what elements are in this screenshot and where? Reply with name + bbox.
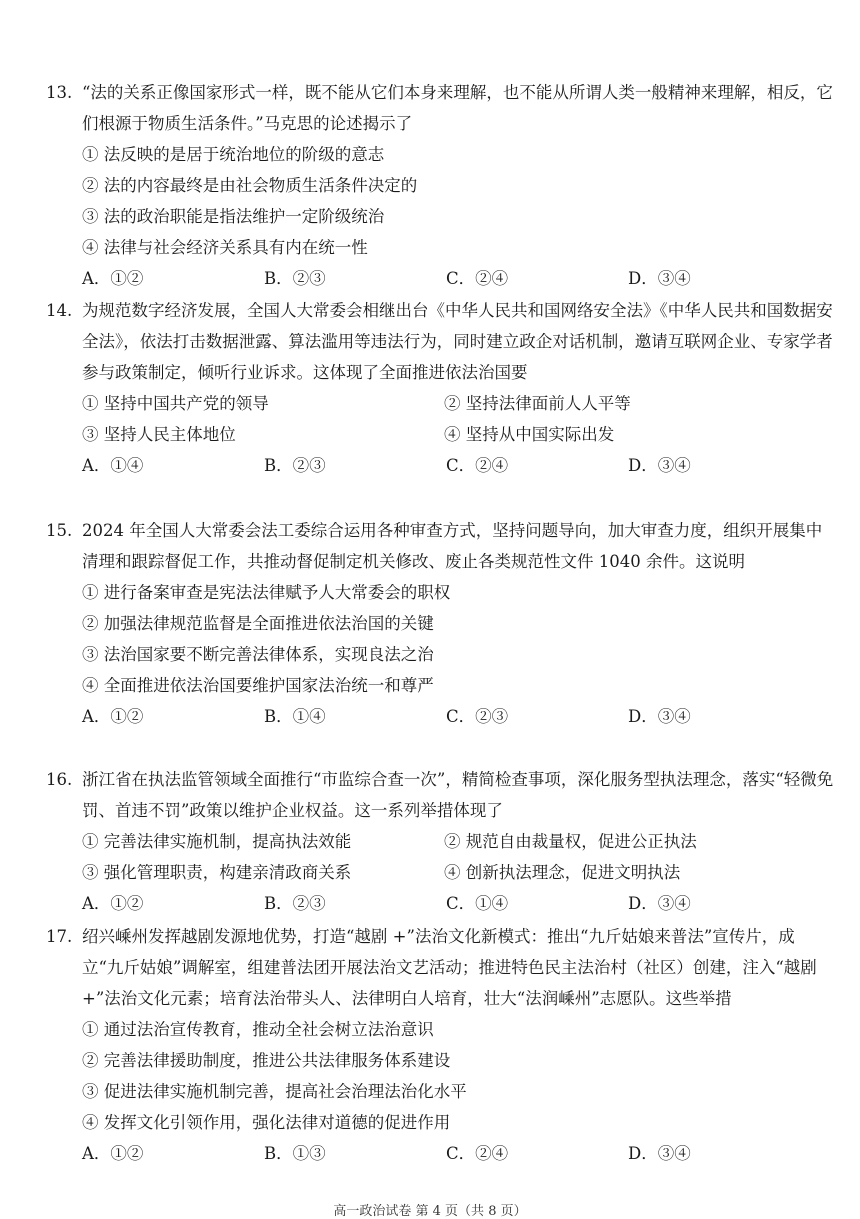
question-text: 绍兴嵊州发挥越剧发源地优势，打造“越剧 +”法治文化新模式：推出“九斤姑娘来普法”宣传片，成立“九斤姑娘”调解室，组建普法团开展法治文艺活动；推进特色民主法治村（社区）创建，注入“越剧 +”法治文化元素；培育法治带头人、法律明白人培育，壮大“法润嵊州”志愿队。这些举措	[82, 927, 817, 1008]
answer-b: B．①③	[264, 1144, 326, 1163]
answer-choices	[46, 450, 836, 481]
option-3: ③ 法的政治职能是指法维护一定阶级统治	[82, 207, 385, 226]
answer-b: B．②③	[264, 456, 326, 475]
answer-a: A．①②	[82, 894, 144, 913]
answer-a: A．①②	[82, 1144, 144, 1163]
answer-d: D．③④	[628, 894, 691, 913]
question-stem	[46, 77, 836, 139]
answer-b: B．②③	[264, 269, 326, 288]
option-1: ① 法反映的是居于统治地位的阶级的意志	[82, 145, 385, 164]
question-stem	[46, 764, 836, 826]
answer-choices	[46, 888, 836, 919]
option-3: ③ 坚持人民主体地位	[82, 425, 236, 444]
question-17	[46, 921, 836, 1169]
question-text: “法的关系正像国家形式一样，既不能从它们本身来理解，也不能从所谓人类一般精神来理解，相反，它们根源于物质生活条件。”马克思的论述揭示了	[82, 83, 833, 133]
page-footer: 高一政治试卷 第 4 页（共 8 页）	[333, 1204, 527, 1219]
option-1: ① 进行备案审查是宪法法律赋予人大常委会的职权	[82, 583, 451, 602]
answer-c: C．②④	[446, 269, 509, 288]
answer-d: D．③④	[628, 269, 691, 288]
question-16	[46, 764, 836, 919]
answer-choices	[46, 263, 836, 294]
answer-d: D．③④	[628, 1144, 691, 1163]
answer-b: B．②③	[264, 894, 326, 913]
option-2: ② 法的内容最终是由社会物质生活条件决定的	[82, 176, 418, 195]
option-4: ④ 全面推进依法治国要维护国家法治统一和尊严	[82, 676, 434, 695]
question-text: 2024 年全国人大常委会法工委综合运用各种审查方式，坚持问题导向，加大审查力度，组织开展集中清理和跟踪督促工作，共推动督促制定机关修改、废止各类规范性文件 1040 余件。这说明	[82, 521, 823, 571]
option-2: ② 加强法律规范监督是全面推进依法治国的关键	[82, 614, 434, 633]
question-number: 17.	[46, 927, 73, 946]
question-number: 15.	[46, 521, 73, 540]
answer-d: D．③④	[628, 707, 691, 726]
option-2: ② 完善法律援助制度，推进公共法律服务体系建设	[82, 1051, 451, 1070]
option-row	[46, 857, 836, 888]
option-4: ④ 法律与社会经济关系具有内在统一性	[82, 238, 368, 257]
answer-choices	[46, 1138, 836, 1169]
question-number: 13.	[46, 83, 73, 102]
option-row	[46, 388, 836, 419]
option-3: ③ 法治国家要不断完善法律体系，实现良法之治	[82, 645, 434, 664]
question-text: 浙江省在执法监管领域全面推行“市监综合查一次”，精简检查事项，深化服务型执法理念，落实“轻微免罚、首违不罚”政策以维护企业权益。这一系列举措体现了	[82, 770, 834, 820]
option-4: ④ 坚持从中国实际出发	[444, 425, 615, 444]
answer-c: C．②④	[446, 1144, 509, 1163]
option-2: ② 坚持法律面前人人平等	[444, 394, 631, 413]
option-row	[46, 826, 836, 857]
answer-c: C．②③	[446, 707, 509, 726]
question-stem	[46, 921, 836, 1014]
option-3: ③ 促进法律实施机制完善，提高社会治理法治化水平	[82, 1082, 467, 1101]
question-number: 16.	[46, 770, 73, 789]
option-4: ④ 创新执法理念，促进文明执法	[444, 863, 681, 882]
answer-choices	[46, 701, 836, 732]
answer-a: A．①④	[82, 456, 144, 475]
question-15	[46, 515, 836, 732]
question-text: 为规范数字经济发展，全国人大常委会相继出台《中华人民共和国网络安全法》《中华人民共和国数据安全法》，依法打击数据泄露、算法滥用等违法行为，同时建立政企对话机制，邀请互联网企业、专家学者参与政策制定，倾听行业诉求。这体现了全面推进依法治国要	[82, 301, 833, 382]
answer-d: D．③④	[628, 456, 691, 475]
option-2: ② 规范自由裁量权，促进公正执法	[444, 832, 697, 851]
answer-a: A．①②	[82, 269, 144, 288]
question-13	[46, 77, 836, 294]
question-number: 14.	[46, 301, 73, 320]
option-1: ① 完善法律实施机制，提高执法效能	[82, 832, 352, 851]
option-1: ① 坚持中国共产党的领导	[82, 394, 269, 413]
option-1: ① 通过法治宣传教育，推动全社会树立法治意识	[82, 1020, 434, 1039]
question-stem	[46, 295, 836, 388]
option-3: ③ 强化管理职责，构建亲清政商关系	[82, 863, 352, 882]
question-14	[46, 295, 836, 481]
answer-a: A．①②	[82, 707, 144, 726]
answer-c: C．①④	[446, 894, 509, 913]
answer-c: C．②④	[446, 456, 509, 475]
answer-b: B．①④	[264, 707, 326, 726]
question-stem	[46, 515, 836, 577]
option-row	[46, 419, 836, 450]
option-4: ④ 发挥文化引领作用，强化法律对道德的促进作用	[82, 1113, 451, 1132]
